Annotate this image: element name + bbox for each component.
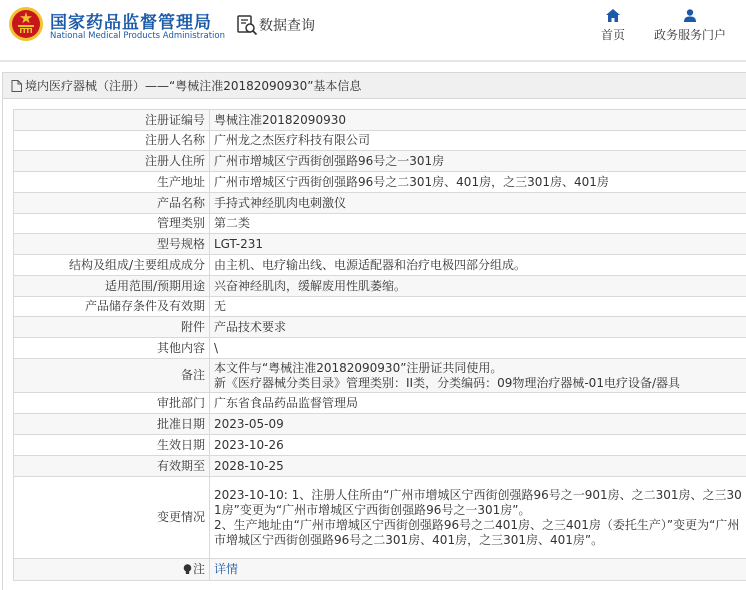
table-row	[14, 393, 746, 414]
table-row	[14, 456, 746, 477]
site-logo-title[interactable]: 国家药品监督管理局	[50, 13, 212, 33]
row-label: 批准日期	[14, 414, 210, 435]
table-row	[14, 317, 746, 338]
row-value: 广州市增城区宁西街创强路96号之一301房	[210, 151, 746, 172]
table-row	[14, 172, 746, 193]
home-icon	[606, 9, 620, 22]
table-row	[14, 131, 746, 151]
row-value: 手持式神经肌肉电刺激仪	[210, 193, 746, 214]
row-label	[14, 559, 210, 581]
row-label: 注册证编号	[14, 110, 210, 131]
row-label: 产品名称	[14, 193, 210, 214]
lightbulb-icon	[183, 564, 192, 575]
site-logo-subtitle[interactable]: National Medical Products Administration	[50, 31, 225, 41]
remark-line: 本文件与“粤械注准20182090930”注册证共同使用。	[214, 360, 503, 375]
row-value: 广州市增城区宁西街创强路96号之二301房、401房，之三301房、401房	[210, 172, 746, 193]
panel-title-bar	[3, 73, 746, 99]
table-row	[14, 110, 746, 131]
table-row	[14, 276, 746, 297]
row-label: 变更情况	[14, 477, 210, 559]
page-section-title: 数据查询	[259, 18, 315, 34]
panel-title: 境内医疗器械（注册）——“粤械注准20182090930”基本信息	[25, 79, 362, 93]
nav-home-link[interactable]	[596, 9, 630, 43]
table-row	[14, 359, 746, 393]
row-value: 第二类	[210, 214, 746, 234]
row-value: 2028-10-25	[210, 456, 746, 477]
details-link[interactable]: 详情	[214, 562, 239, 576]
row-value: 粤械注准20182090930	[210, 110, 746, 131]
row-label: 备注	[14, 359, 210, 393]
table-row	[14, 151, 746, 172]
note-label: 注	[192, 562, 205, 576]
nav-service-portal-link[interactable]	[650, 9, 730, 43]
change-item: 2、生产地址由“广州市增城区宁西街创强路96号之二401房、之三401房（委托生产）”变更为“广州市增城区宁西街创强路96号之二301房、401房，之三301房、401房”。	[214, 517, 740, 547]
device-info-table	[13, 109, 746, 581]
detail-panel	[2, 72, 746, 590]
row-label: 注册人名称	[14, 131, 210, 151]
table-row	[14, 214, 746, 234]
nav-service-label: 政务服务门户	[653, 28, 726, 42]
row-label: 适用范围/预期用途	[14, 276, 210, 297]
row-value: LGT-231	[210, 234, 746, 255]
national-emblem-icon[interactable]	[8, 6, 44, 42]
change-item: 2023-10-10: 1、注册人住所由“广州市增城区宁西街创强路96号之一901房、之二301房、之三301房”变更为“广州市增城区宁西街创强路96号之一301房”。	[214, 487, 742, 517]
row-label: 生产地址	[14, 172, 210, 193]
row-value: 广州龙之杰医疗科技有限公司	[210, 131, 746, 151]
row-label: 产品储存条件及有效期	[14, 297, 210, 317]
row-value	[210, 359, 746, 393]
row-label: 管理类别	[14, 214, 210, 234]
table-row	[14, 435, 746, 456]
table-row	[14, 414, 746, 435]
table-row	[14, 338, 746, 359]
row-label: 附件	[14, 317, 210, 338]
row-value: \	[210, 338, 746, 359]
remark-line: 新《医疗器械分类目录》管理类别：II类，分类编码：09物理治疗器械-01电疗设备/器具	[214, 375, 680, 390]
row-label: 注册人住所	[14, 151, 210, 172]
table-row	[14, 297, 746, 317]
row-value: 2023-05-09	[210, 414, 746, 435]
row-label: 生效日期	[14, 435, 210, 456]
table-row	[14, 193, 746, 214]
table-row	[14, 234, 746, 255]
table-row	[14, 477, 746, 559]
table-row	[14, 559, 746, 581]
row-value: 无	[210, 297, 746, 317]
row-label: 型号规格	[14, 234, 210, 255]
row-value: 兴奋神经肌肉，缓解废用性肌萎缩。	[210, 276, 746, 297]
row-value	[210, 477, 746, 559]
row-label: 结构及组成/主要组成成分	[14, 255, 210, 276]
site-header	[0, 0, 746, 56]
row-value: 广东省食品药品监督管理局	[210, 393, 746, 414]
row-label: 有效期至	[14, 456, 210, 477]
row-value: 由主机、电疗输出线、电源适配器和治疗电极四部分组成。	[210, 255, 746, 276]
row-label: 其他内容	[14, 338, 210, 359]
header-divider	[0, 60, 746, 62]
row-label: 审批部门	[14, 393, 210, 414]
nav-home-label: 首页	[600, 28, 625, 42]
row-value: 2023-10-26	[210, 435, 746, 456]
search-document-icon	[236, 14, 258, 36]
row-value	[210, 559, 746, 581]
document-icon	[11, 80, 22, 92]
user-icon	[683, 9, 697, 22]
row-value: 产品技术要求	[210, 317, 746, 338]
table-row	[14, 255, 746, 276]
